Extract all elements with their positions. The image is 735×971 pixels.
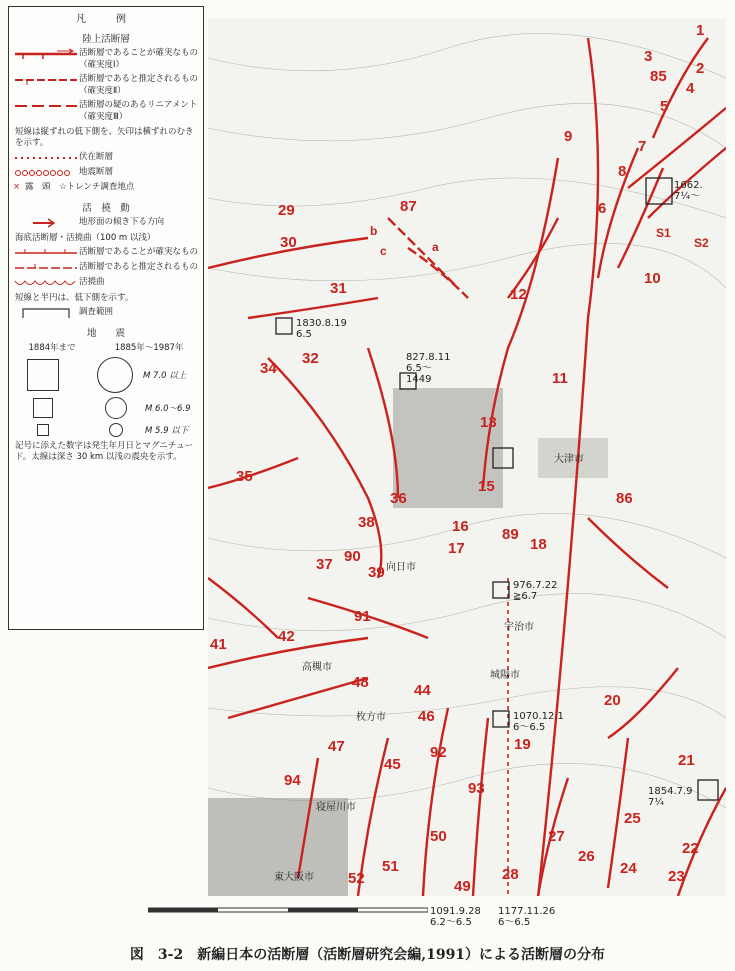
slope-arrow-icon — [13, 217, 79, 229]
fault-number-label: 48 — [352, 674, 369, 691]
fault-number-label: 39 — [368, 564, 385, 581]
eq-label-1854: 1854.7.9 7¼ — [648, 786, 693, 808]
legend-certain-text: 活断層であることが確実なもの（確実度Ⅰ） — [79, 48, 199, 70]
fault-number-label: 3 — [644, 48, 653, 65]
legend-item-sea-probable — [13, 262, 199, 274]
legend-probable-text: 活断層であると推定されるもの（確実度Ⅱ） — [79, 74, 199, 96]
fault-number-label: 37 — [316, 556, 333, 573]
fault-number-label: 6 — [598, 200, 607, 217]
fault-number-label: 42 — [278, 628, 295, 645]
fault-number-label: 12 — [510, 286, 527, 303]
circle-small-icon — [109, 423, 123, 437]
square-medium-icon — [33, 398, 53, 418]
sub-label: c — [380, 244, 387, 258]
legend-outcrop-text: 露 頭 ☆トレンチ調査地点 — [25, 182, 135, 192]
fault-map-canvas — [208, 18, 726, 896]
legend-concealed-text: 伏在断層 — [79, 152, 114, 162]
legend-item-eq-fault — [13, 167, 199, 179]
fault-number-label: 92 — [430, 744, 447, 761]
legend-section-flexure: 活 撓 動 — [82, 202, 130, 214]
legend-mag-row-3 — [9, 423, 203, 437]
legend-item-survey — [13, 307, 199, 319]
concealed-fault-symbol — [13, 152, 79, 164]
sub-label: a — [432, 240, 439, 254]
fault-number-label: 49 — [454, 878, 471, 895]
legend-slope-text: 地形面の傾き下る方向 — [79, 216, 165, 227]
sea-certain-symbol — [13, 247, 79, 259]
fault-map — [208, 18, 726, 896]
fault-number-label: 38 — [358, 514, 375, 531]
fault-number-label: 86 — [616, 490, 633, 507]
legend-survey-text: 調査範囲 — [79, 306, 114, 317]
fault-number-label: 27 — [548, 828, 565, 845]
sea-flexure-symbol — [13, 277, 79, 289]
sub-label: S2 — [694, 236, 709, 250]
fault-number-label: 8 — [618, 163, 627, 180]
eq-label-1091: 1091.9.28 6.2～6.5 — [430, 906, 481, 928]
legend-title: 凡 例 — [76, 14, 136, 25]
legend-section-sea: 海底活断層・活撓曲（100 m 以浅） — [15, 232, 156, 243]
fault-number-label: 1 — [696, 22, 705, 39]
city-neyagawa: 寝屋川市 — [316, 802, 356, 813]
legend-sea-probable-text: 活断層であると推定されるもの — [79, 261, 199, 272]
fault-number-label: 91 — [354, 608, 371, 625]
legend-note-short-lines: 短線は縦ずれの低下側を、矢印は横ずれのむきを示す。 — [15, 127, 194, 148]
fault-number-label: 7 — [638, 138, 647, 155]
fault-number-label: 52 — [348, 870, 365, 887]
fault-number-label: 26 — [578, 848, 595, 865]
legend-eq-col1: 1884年まで — [28, 342, 76, 353]
legend-item-sea-certain — [13, 247, 199, 259]
fault-number-label: 85 — [650, 68, 667, 85]
fault-number-label: 90 — [344, 548, 361, 565]
legend-lineament-text: 活断層の疑のあるリニアメント（確実度Ⅲ） — [79, 100, 198, 122]
fault-number-label: 4 — [686, 80, 695, 97]
legend-section-land: 陸上活断層 — [82, 34, 130, 45]
fault-number-label: 41 — [210, 636, 227, 653]
fault-number-label: 10 — [644, 270, 661, 287]
fault-number-label: 17 — [448, 540, 465, 557]
legend-mag-row-2 — [9, 397, 203, 419]
city-hirakata: 枚方市 — [356, 712, 386, 723]
fault-number-label: 25 — [624, 810, 641, 827]
lineament-symbol — [13, 100, 79, 112]
fault-number-label: 22 — [682, 840, 699, 857]
city-uji: 宇治市 — [504, 622, 534, 633]
eq-label-1830: 1830.8.19 6.5 — [296, 318, 347, 340]
fault-number-label: 87 — [400, 198, 417, 215]
fault-number-label: 11 — [552, 370, 568, 387]
sub-label: b — [370, 224, 378, 238]
fault-number-label: 23 — [668, 868, 685, 885]
legend-eq-columns — [9, 341, 203, 353]
legend-item-certain — [13, 48, 199, 71]
fault-number-label: 21 — [678, 752, 695, 769]
legend-item-slope — [13, 217, 199, 229]
fault-number-label: 93 — [468, 780, 485, 797]
city-takatsuki: 高槻市 — [302, 662, 332, 673]
legend-box — [8, 6, 204, 630]
certain-fault-symbol — [13, 48, 79, 60]
fault-number-label: 89 — [502, 526, 519, 543]
legend-mag-1: M 7.0 以上 — [143, 370, 187, 381]
legend-item-lineament — [13, 100, 199, 123]
legend-section-eq: 地 震 — [86, 327, 125, 339]
eq-label-1662: 1662. 7¼～ — [674, 180, 703, 202]
fault-number-label: 15 — [478, 478, 495, 495]
fault-number-label: 35 — [236, 468, 253, 485]
fault-number-label: 18 — [530, 536, 547, 553]
survey-range-symbol — [13, 307, 79, 319]
fault-number-label: 28 — [502, 866, 519, 883]
fault-number-label: 47 — [328, 738, 345, 755]
sub-label: S1 — [656, 226, 671, 240]
fault-number-label: 9 — [564, 128, 573, 145]
fault-number-label: 16 — [452, 518, 469, 535]
legend-item-outcrop — [13, 182, 199, 194]
scale-bar — [148, 906, 428, 914]
legend-note-eq: 記号に添えた数字は発生年月日とマグニチュード。太線は深さ 30 km 以浅の震央を示す。 — [15, 440, 194, 462]
eq-label-827: 827.8.11 6.5～ 1449 — [406, 352, 451, 385]
fault-number-label: 44 — [414, 682, 431, 699]
legend-mag-2: M 6.0～6.9 — [145, 403, 191, 414]
eq-label-1177: 1177.11.26 6～6.5 — [498, 906, 556, 928]
fault-number-label: 45 — [384, 756, 401, 773]
city-muko: 向日市 — [386, 562, 416, 573]
fault-number-label: 5 — [660, 98, 669, 115]
legend-note-sea: 短線と半円は、低下側を示す。 — [15, 292, 134, 303]
figure-caption: 図 3-2 新編日本の活断層（活断層研究会編,1991）による活断層の分布 — [129, 947, 606, 963]
fault-number-label: 32 — [302, 350, 319, 367]
fault-number-label: 20 — [604, 692, 621, 709]
circle-large-icon — [97, 357, 133, 393]
legend-sea-flexure-text: 活撓曲 — [79, 276, 105, 287]
fault-number-label: 94 — [284, 772, 301, 789]
cross-icon: × — [13, 182, 21, 192]
earthquake-fault-symbol — [13, 167, 79, 179]
legend-mag-3: M 5.9 以下 — [145, 425, 189, 436]
fault-number-label: 13 — [480, 414, 497, 431]
fault-number-label: 30 — [280, 234, 297, 251]
city-higashiosaka: 東大阪市 — [274, 872, 314, 883]
legend-item-sea-flexure — [13, 277, 199, 289]
square-large-icon — [27, 359, 59, 391]
fault-number-label: 24 — [620, 860, 637, 877]
legend-item-probable — [13, 74, 199, 97]
legend-sea-certain-text: 活断層であることが確実なもの — [79, 246, 199, 257]
fault-number-label: 19 — [514, 736, 531, 753]
fault-number-label: 31 — [330, 280, 347, 297]
legend-eq-fault-text: 地震断層 — [79, 167, 114, 177]
probable-fault-symbol — [13, 74, 79, 86]
fault-number-label: 50 — [430, 828, 447, 845]
fault-number-label: 51 — [382, 858, 399, 875]
legend-item-concealed — [13, 152, 199, 164]
legend-eq-col2: 1885年～1987年 — [114, 342, 184, 353]
fault-number-label: 46 — [418, 708, 435, 725]
fault-number-label: 34 — [260, 360, 277, 377]
circle-medium-icon — [105, 397, 127, 419]
legend-mag-row-1 — [9, 357, 203, 393]
fault-number-label: 36 — [390, 490, 407, 507]
city-otsu: 大津市 — [554, 454, 584, 465]
sea-probable-symbol — [13, 262, 79, 274]
fault-number-label: 29 — [278, 202, 295, 219]
square-small-icon — [37, 424, 49, 436]
eq-label-1070: 1070.12.1 6～6.5 — [513, 711, 564, 733]
fault-number-label: 2 — [696, 60, 705, 77]
eq-label-976: 976.7.22 ≧6.7 — [513, 580, 558, 602]
city-joyo: 城陽市 — [490, 670, 520, 681]
